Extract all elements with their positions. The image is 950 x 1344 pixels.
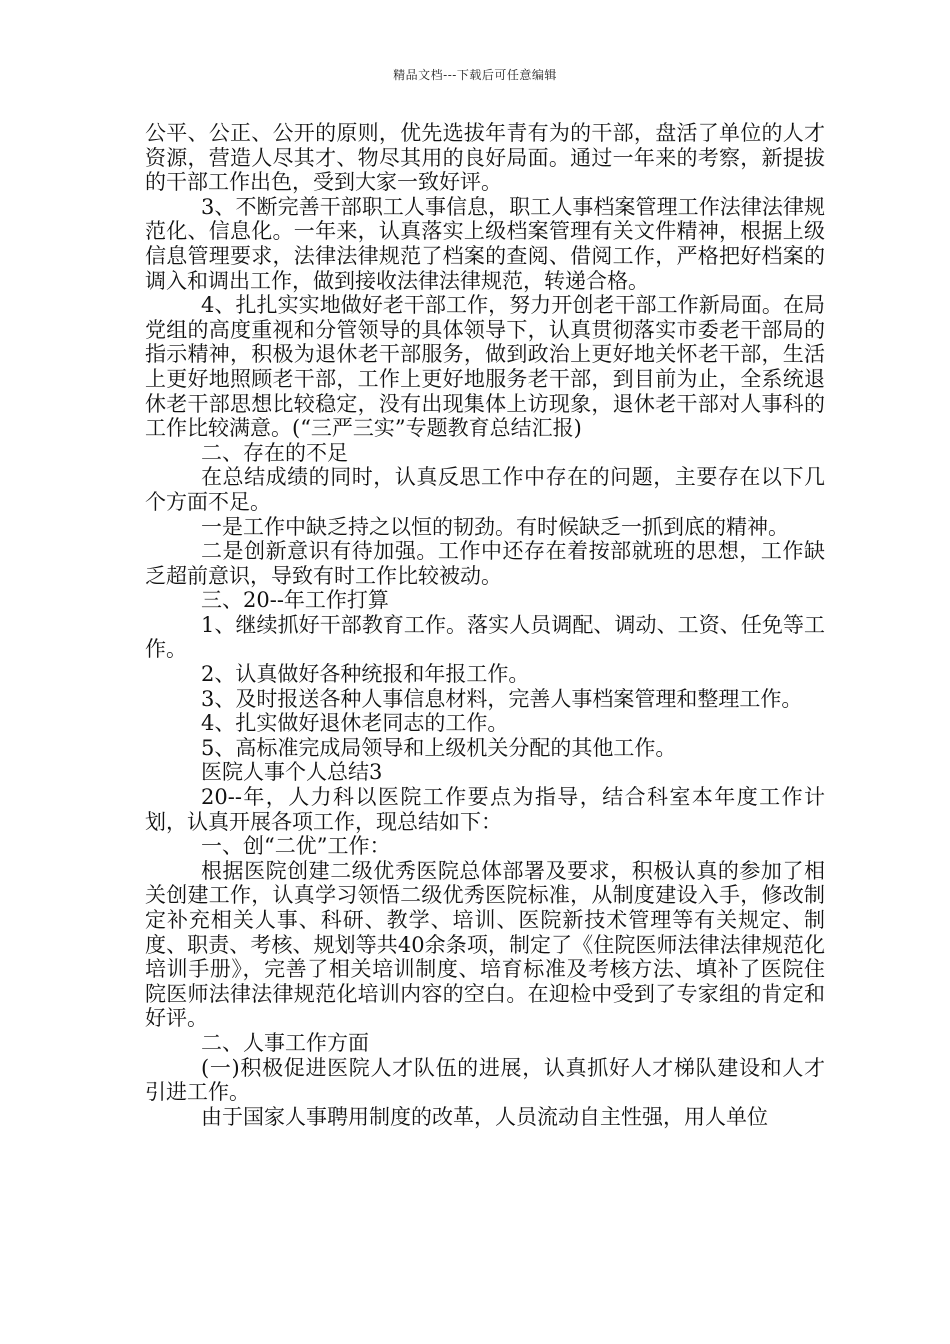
list-item: 1、继续抓好干部教育工作。落实人员调配、调动、工资、任免等工作。 <box>145 612 825 662</box>
section-heading: 二、人事工作方面 <box>201 1030 369 1055</box>
section-heading: 一、创“二优”工作： <box>201 834 391 859</box>
paragraph: 一是工作中缺乏持之以恒的韧劲。有时候缺乏一抓到底的精神。 <box>201 514 789 539</box>
paragraph: 公平、公正、公开的原则，优先选拔年青有为的干部，盘活了单位的人才资源，营造人尽其才、物尽其用的良好局面。通过一年来的考察，新提拔的干部工作出色，受到大家一致好评。 <box>145 121 825 195</box>
paragraph: 3、不断完善干部职工人事信息，职工人事档案管理工作法律法律规范化、信息化。一年来，认真落实上级档案管理有关文件精神，根据上级信息管理要求，法律法律规范了档案的查阅、借阅工作，严格把好档案的调入和调出工作，做到接收法律法律规范，转递合格。 <box>145 194 825 293</box>
document-body <box>145 121 825 1129</box>
section-heading: 三、20--年工作打算 <box>201 588 389 613</box>
paragraph: 20--年，人力科以医院工作要点为指导，结合科室本年度工作计划，认真开展各项工作，现总结如下： <box>145 785 825 834</box>
list-item: 3、及时报送各种人事信息材料，完善人事档案管理和整理工作。 <box>201 686 803 711</box>
paragraph: (一)积极促进医院人才队伍的进展，认真抓好人才梯队建设和人才引进工作。 <box>145 1055 825 1105</box>
paragraph: 4、扎扎实实地做好老干部工作，努力开创老干部工作新局面。在局党组的高度重视和分管领导的具体领导下，认真贯彻落实市委老干部局的指示精神，积极为退休老干部服务，做到政治上更好地关怀老干部，生活上更好地照顾老干部，工作上更好地服务老干部，到目前为止，全系统退休老干部思想比较稳定，没有出现集体上访现象，退休老干部对人事科的工作比较满意。(“三严三实”专题教育总结汇报) <box>145 293 825 441</box>
section-heading: 二、存在的不足 <box>201 440 348 465</box>
paragraph: 根据医院创建二级优秀医院总体部署及要求，积极认真的参加了相关创建工作，认真学习领悟二级优秀医院标准，从制度建设入手，修改制定补充相关人事、科研、教学、培训、医院新技术管理等有关规定、制度、职责、考核、规划等共40余条项，制定了《住院医师法律法律规范化培训手册》，完善了相关培训制度、培育标准及考核方法、填补了医院住院医师法律法律规范化培训内容的空白。在迎检中受到了专家组的肯定和好评。 <box>145 858 825 1031</box>
page-header: 精品文档---下载后可任意编辑 <box>393 68 557 82</box>
paragraph: 二是创新意识有待加强。工作中还存在着按部就班的思想，工作缺乏超前意识，导致有时工作比较被动。 <box>145 539 825 588</box>
list-item: 2、认真做好各种统报和年报工作。 <box>201 662 530 687</box>
list-item: 4、扎实做好退休老同志的工作。 <box>201 711 509 736</box>
document-title: 医院人事个人总结3 <box>201 760 383 785</box>
paragraph: 由于国家人事聘用制度的改革，人员流动自主性强，用人单位 <box>201 1104 768 1129</box>
list-item: 5、高标准完成局领导和上级机关分配的其他工作。 <box>201 735 677 760</box>
paragraph: 在总结成绩的同时，认真反思工作中存在的问题，主要存在以下几个方面不足。 <box>145 465 825 514</box>
